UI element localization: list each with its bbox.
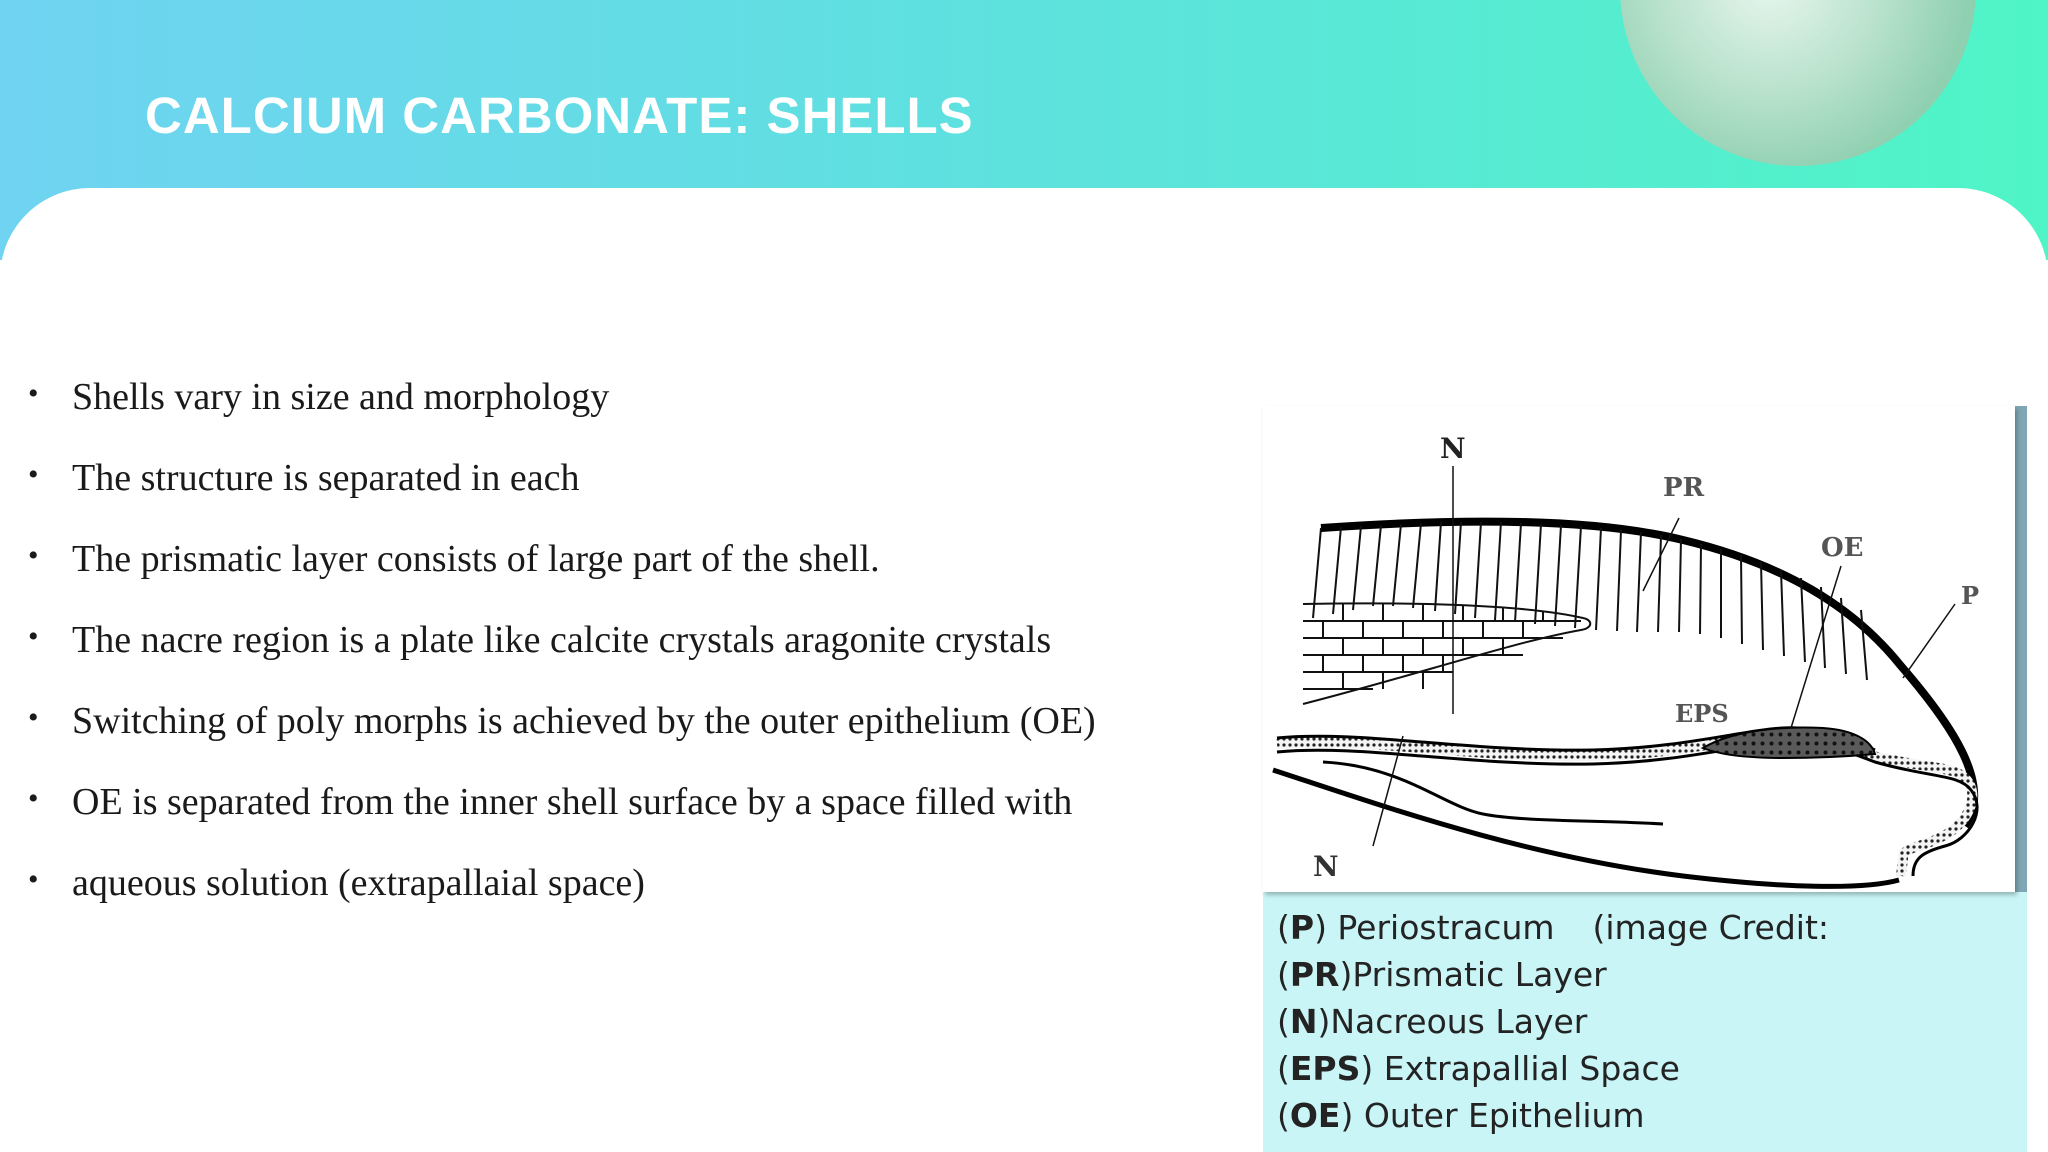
legend-text: Nacreous Layer xyxy=(1330,1002,1588,1041)
legend-close-paren: ) xyxy=(1314,908,1327,947)
bullet-text: Shells vary in size and morphology xyxy=(72,376,610,418)
legend-open-paren: ( xyxy=(1277,908,1290,947)
legend-abbr: N xyxy=(1289,1002,1318,1041)
bullet-text: The structure is separated in each xyxy=(72,457,580,499)
legend-text: Extrapallial Space xyxy=(1373,1049,1680,1088)
bullet-text: Switching of poly morphs is achieved by the outer epithelium (OE) xyxy=(72,700,1096,742)
legend-abbr: P xyxy=(1289,908,1315,947)
bullet-item xyxy=(28,696,1096,777)
bullet-item xyxy=(28,615,1096,696)
legend-text: Prismatic Layer xyxy=(1352,955,1607,994)
label-pr: PR xyxy=(1663,473,1705,503)
legend-open-paren: ( xyxy=(1277,955,1290,994)
mantle-lower-edge xyxy=(1277,742,1977,876)
bullet-icon: • xyxy=(28,377,39,410)
bullet-icon: • xyxy=(28,620,39,653)
nacreous-layer xyxy=(1303,603,1590,704)
legend-row xyxy=(1277,904,2017,951)
image-credit: (image Credit: xyxy=(1592,908,1830,947)
bullet-icon: • xyxy=(28,539,39,572)
bullet-text: aqueous solution (extrapallaial space) xyxy=(72,862,645,904)
label-eps: EPS xyxy=(1675,699,1729,728)
bullet-icon: • xyxy=(28,782,39,815)
bullet-item xyxy=(28,372,1096,453)
legend-row xyxy=(1277,951,2017,998)
shell-diagram xyxy=(1263,406,2015,892)
label-p: P xyxy=(1961,581,1980,610)
inner-tissue-line xyxy=(1323,762,1663,824)
shell-cross-section-svg xyxy=(1263,406,2015,892)
legend-close-paren: ) xyxy=(1339,955,1353,994)
legend-row xyxy=(1277,1045,2017,1092)
legend-abbr: OE xyxy=(1289,1096,1341,1135)
bullet-item xyxy=(28,534,1096,615)
decorative-sphere xyxy=(1620,0,1976,166)
figure-legend xyxy=(1277,904,2017,1139)
legend-text: Outer Epithelium xyxy=(1353,1096,1645,1135)
legend-abbr: PR xyxy=(1289,955,1340,994)
label-n-top: N xyxy=(1440,432,1466,465)
legend-close-paren: ) xyxy=(1360,1049,1374,1088)
slide-title: CALCIUM CARBONATE: SHELLS xyxy=(145,87,974,144)
legend-abbr: EPS xyxy=(1289,1049,1361,1088)
inner-shell-line xyxy=(1273,770,1899,886)
bullet-icon: • xyxy=(28,701,39,734)
legend-close-paren: ) xyxy=(1340,1096,1354,1135)
bullet-list xyxy=(28,372,1096,939)
bullet-text: OE is separated from the inner shell surface by a space filled with xyxy=(72,781,1073,823)
bullet-item xyxy=(28,453,1096,534)
bullet-icon: • xyxy=(28,458,39,491)
prismatic-lines xyxy=(1313,522,1867,680)
legend-open-paren: ( xyxy=(1277,1049,1290,1088)
bullet-item xyxy=(28,858,1096,939)
label-n-bottom: N xyxy=(1313,850,1339,883)
legend-row xyxy=(1277,1092,2017,1139)
figure-shadow xyxy=(2015,406,2027,892)
legend-row xyxy=(1277,998,2017,1045)
bullet-text: The prismatic layer consists of large part of the shell. xyxy=(72,538,880,580)
legend-open-paren: ( xyxy=(1277,1002,1290,1041)
label-oe: OE xyxy=(1821,533,1864,563)
bullet-item xyxy=(28,777,1096,858)
shell-figure xyxy=(1263,406,2027,1152)
oe-thickened-region xyxy=(1703,728,1875,758)
legend-text: Periostracum xyxy=(1326,908,1555,947)
periostracum-line xyxy=(1321,522,1974,826)
legend-close-paren: ) xyxy=(1317,1002,1331,1041)
bullet-icon: • xyxy=(28,863,39,896)
legend-open-paren: ( xyxy=(1277,1096,1290,1135)
bullet-text: The nacre region is a plate like calcite crystals aragonite crystals xyxy=(72,619,1052,661)
